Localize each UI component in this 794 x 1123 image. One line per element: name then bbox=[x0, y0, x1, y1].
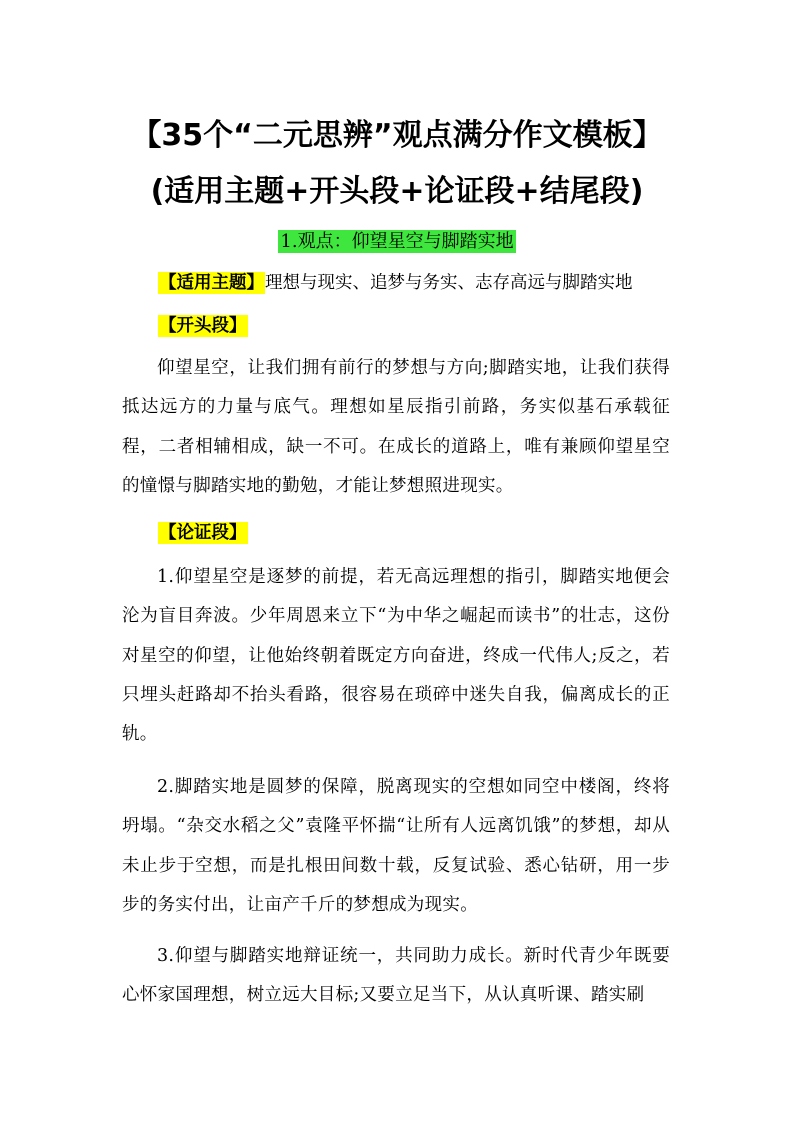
opening-label: 【开头段】 bbox=[159, 316, 247, 336]
argument-label-row bbox=[158, 520, 248, 546]
document-title-line-1: 【35个“二元思辨”观点满分作文模板】 bbox=[131, 118, 663, 153]
opening-label-row bbox=[158, 313, 248, 339]
opening-paragraph: 仰望星空，让我们拥有前行的梦想与方向;脚踏实地，让我们获得抵达远方的力量与底气。理想如星辰指引前路，务实似基石承载征程，二者相辅相成，缺一不可。在成长的道路上，唯有兼顾仰望星空的憧憬与脚踏实地的勤勉，才能让梦想照进现实。 bbox=[122, 358, 670, 496]
argument-paragraph-1: 1.仰望星空是逐梦的前提，若无高远理想的指引，脚踏实地便会沦为盲目奔波。少年周恩来立下“为中华之崛起而读书”的壮志，这份对星空的仰望，让他始终朝着既定方向奋进，终成一代伟人;反之，若只埋头赶路却不抬头看路，很容易在琐碎中迷失自我，偏离成长的正轨。 bbox=[122, 567, 670, 745]
theme-row bbox=[158, 270, 633, 296]
theme-text: 理想与现实、追梦与务实、志存高远与脚踏实地 bbox=[265, 273, 633, 293]
argument-label: 【论证段】 bbox=[159, 523, 247, 543]
argument-paragraph-2: 2.脚踏实地是圆梦的保障，脱离现实的空想如同空中楼阁，终将坍塌。“杂交水稻之父”袁隆平怀揣“让所有人远离饥饿”的梦想，却从未止步于空想，而是扎根田间数十载，反复试验、悉心钻研，用一步步的务实付出，让亩产千斤的梦想成为现实。 bbox=[122, 777, 670, 915]
argument-paragraph-3: 3.仰望与脚踏实地辩证统一，共同助力成长。新时代青少年既要心怀家国理想，树立远大目标;又要立足当下，从认真听课、踏实刷 bbox=[122, 946, 670, 1006]
theme-label: 【适用主题】 bbox=[159, 273, 264, 293]
section-heading bbox=[0, 229, 794, 255]
section-heading-text: 1.观点：仰望星空与脚踏实地 bbox=[280, 231, 514, 252]
document-title-line-2: (适用主题+开头段+论证段+结尾段) bbox=[150, 174, 644, 209]
